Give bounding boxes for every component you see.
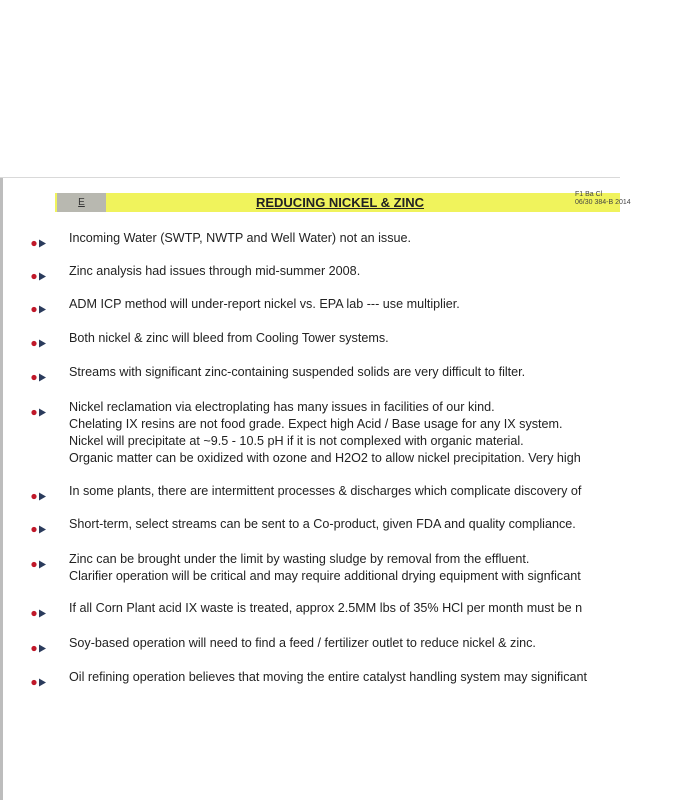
bullet-arrow-icon [31, 301, 47, 310]
list-item-line: ADM ICP method will under-report nickel vs. EPA lab --- use multiplier. [69, 297, 460, 311]
list-item-line: Zinc can be brought under the limit by wasting sludge by removal from the effluent. [69, 552, 530, 566]
bullet-arrow-icon [31, 268, 47, 277]
list-item-text [69, 635, 620, 652]
list-item-line: Soy-based operation will need to find a feed / fertilizer outlet to reduce nickel & zinc. [69, 636, 536, 650]
list-item-text [69, 483, 620, 500]
list-item-line: If all Corn Plant acid IX waste is treated, approx 2.5MM lbs of 35% HCl per month must be n [69, 601, 583, 615]
list-item-text [69, 263, 620, 280]
list-item-text [69, 364, 620, 381]
bullet-arrow-icon [31, 488, 47, 497]
list-item-text [69, 330, 620, 347]
bullet-arrow-icon [31, 335, 47, 344]
bullet-arrow-icon [31, 605, 47, 614]
bullet-arrow-icon [31, 674, 47, 683]
list-item-line: Zinc analysis had issues through mid-summer 2008. [69, 264, 361, 278]
bullet-arrow-icon [31, 640, 47, 649]
page-edge-left [0, 178, 3, 800]
bullet-arrow-icon [31, 521, 47, 530]
list-item-line: Organic matter can be oxidized with ozone and H2O2 to allow nickel precipitation. Very high [69, 451, 581, 465]
corner-stamp [575, 191, 631, 207]
list-item-line: Clarifier operation will be critical and may require additional drying equipment with signficant [69, 569, 581, 583]
bullet-arrow-icon [31, 369, 47, 378]
page-title: REDUCING NICKEL & ZINC [255, 195, 425, 210]
list-item-text [69, 551, 620, 585]
list-item-line: Oil refining operation believes that moving the entire catalyst handling system may significant [69, 670, 588, 684]
list-item-text [69, 399, 620, 467]
list-item-line: Incoming Water (SWTP, NWTP and Well Water) not an issue. [69, 231, 412, 245]
corner-stamp-line: F1 Ba Cl [575, 191, 603, 198]
list-item-text [69, 516, 620, 533]
list-item-text [69, 230, 620, 247]
list-item-line: Streams with significant zinc-containing suspended solids are very difficult to filter. [69, 365, 526, 379]
bullet-arrow-icon [31, 404, 47, 413]
title-letter: E [78, 197, 85, 208]
list-item-line: Short-term, select streams can be sent to a Co-product, given FDA and quality compliance. [69, 517, 576, 531]
list-item-line: Chelating IX resins are not food grade. Expect high Acid / Base usage for any IX system. [69, 417, 563, 431]
corner-stamp-line: 06/30 384-B 2014 [575, 199, 631, 206]
list-item-line: Nickel will precipitate at ~9.5 - 10.5 pH if it is not complexed with organic material. [69, 434, 524, 448]
list-item-line: Nickel reclamation via electroplating has many issues in facilities of our kind. [69, 400, 495, 414]
list-item-text [69, 600, 620, 617]
list-item-line: In some plants, there are intermittent processes & discharges which complicate discovery of [69, 484, 582, 498]
bullet-arrow-icon [31, 556, 47, 565]
page-edge-top [0, 177, 620, 178]
list-item-text [69, 669, 620, 686]
bullet-arrow-icon [31, 235, 47, 244]
list-item-text [69, 296, 620, 313]
list-item-line: Both nickel & zinc will bleed from Cooling Tower systems. [69, 331, 389, 345]
